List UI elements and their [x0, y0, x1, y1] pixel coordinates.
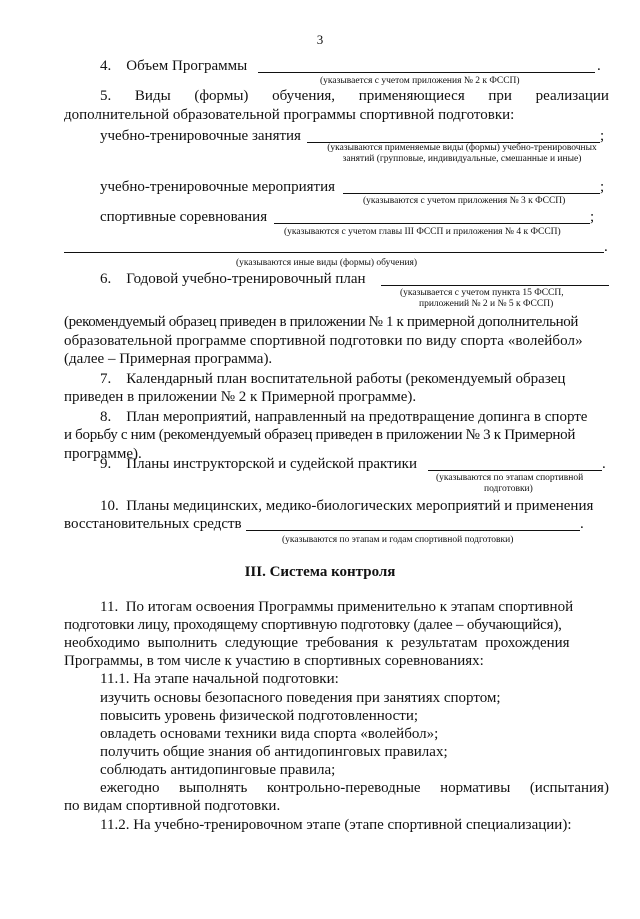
list-item: соблюдать антидопинговые правила; [100, 762, 336, 778]
item-10-line1: 10. Планы медицинских, медико-биологических мероприятий и применения [100, 498, 594, 514]
events-blank [343, 193, 600, 194]
list-item: получить общие знания об антидопинговых правилах; [100, 744, 448, 760]
para-11-2: 11.2. На учебно-тренировочном этапе (этапе спортивной специализации): [100, 817, 572, 833]
item-7-line1: 7. Календарный план воспитательной работы (рекомендуемый образец [100, 371, 566, 387]
training-label: учебно-тренировочные занятия [100, 128, 301, 144]
item-5-line2: дополнительной образовательной программы спортивной подготовки: [64, 107, 515, 123]
competitions-caption: (указываются с учетом главы III ФССП и приложения № 4 к ФССП) [284, 227, 561, 237]
other-forms-caption: (указываются иные виды (формы) обучения) [236, 258, 418, 268]
item-4-blank [258, 72, 595, 73]
list-item: изучить основы безопасного поведения при занятиях спортом; [100, 690, 501, 706]
item-8-line2: и борьбу с ним (рекомендуемый образец приведен в приложении № 3 к Примерной [64, 427, 576, 443]
item-4-label: 4. Объем Программы [100, 58, 248, 74]
para-11-line1: 11. По итогам освоения Программы применительно к этапам спортивной [100, 599, 574, 615]
competitions-blank [274, 223, 590, 224]
para-11-1: 11.1. На этапе начальной подготовки: [100, 671, 339, 687]
para-11-line3: необходимо выполнить следующие требования к результатам прохождения [64, 635, 570, 651]
list-item: повысить уровень физической подготовленности; [100, 708, 419, 724]
item-4-period: . [597, 58, 601, 74]
para-11-line4: Программы, в том числе к участию в спортивных соревнованиях: [64, 653, 484, 669]
section-heading: III. Система контроля [244, 564, 396, 580]
training-caption: (указываются применяемые виды (формы) учебно-тренировочных занятий (групповые, индивидуальные, смешанные и иные) [327, 143, 597, 164]
events-label: учебно-тренировочные мероприятия [100, 179, 336, 195]
item-6-caption-2: приложений № 2 и № 5 к ФССП) [419, 299, 554, 309]
item-6-caption-1: (указывается с учетом пункта 15 ФССП, [400, 288, 564, 298]
other-forms-blank [64, 252, 604, 253]
list-item-annual: ежегодно выполнять контрольно-переводные нормативы (испытания) [100, 780, 609, 796]
item-10-caption: (указываются по этапам и годам спортивной подготовки) [282, 535, 514, 545]
item-5-line1: 5. Виды (формы) обучения, применяющиеся при реализации [100, 88, 609, 104]
page-number: 3 [316, 32, 324, 47]
item-8-line3: программе). [64, 446, 142, 462]
item-4-caption: (указывается с учетом приложения № 2 к ФССП) [320, 76, 520, 86]
item-6-blank [381, 285, 609, 286]
item-6-label: 6. Годовой учебно-тренировочный план [100, 271, 366, 287]
item-6-cont-1: (рекомендуемый образец приведен в приложении № 1 к примерной дополнительной [64, 314, 579, 330]
item-10-line2: восстановительных средств [64, 516, 242, 532]
item-7-line2: приведен в приложении № 2 к Примерной программе). [64, 389, 417, 405]
item-9-caption-1: (указываются по этапам спортивной [436, 473, 584, 483]
competitions-label: спортивные соревнования [100, 209, 268, 225]
para-11-line2: подготовки лицу, проходящему спортивную подготовку (далее – обучающийся), [64, 617, 562, 633]
document-page: 3 4. Объем Программы . (указывается с учетом приложения № 2 к ФССП) 5. Виды (формы) обучения, применяющиеся при реализации дополнительной образовательной программы спортивной подготовки: учебно-тренировочные занятия ; (указываются применяемые виды (формы) учебно-тренировочных занятий (групповые, индивидуальные, смешанные и иные) учебно-тренировочные мероприятия ; (указываются с учетом приложения № 3 к ФССП) спортивные соревнования ; (указываются с учетом главы III ФССП и приложения № 4 к ФССП) . (указываются иные виды (формы) обучения) 6. Годовой учебно-тренировочный план (указывается с учетом пункта 15 ФССП, приложений № 2 и № 5 к ФССП) (рекомендуемый образец приведен в приложении № 1 к примерной дополнительной образовательной программе спортивной подготовки по виду спорта «волейбол» (далее – Примерная программа). 7. Календарный план воспитательной работы (рекомендуемый образец приведен в приложении № 2 к Примерной программе). 8. План мероприятий, направленный на предотвращение допинга в спорте и борьбу с ним (рекомендуемый образец приведен в приложении № 3 к Примерной программе). 9. Планы инструкторской и судейской практики . (указываются по этапам спортивной подготовки) 10. Планы медицинских, медико-биологических мероприятий и применения восстановительных средств . (указываются по этапам и годам спортивной подготовки) III. Система контроля 11. По итогам освоения Программы применительно к этапам спортивной подготовки лицу, проходящему спортивную подготовку (далее – обучающийся), необходимо выполнить следующие требования к результатам прохождения Программы, в том числе к участию в спортивных соревнованиях: 11.1. На этапе начальной подготовки: изучить основы безопасного поведения при занятиях спортом; повысить уровень физической подготовленности; овладеть основами техники вида спорта «волейбол»; получить общие знания об антидопинговых правилах; соблюдать антидопинговые правила; ежегодно выполнять контрольно-переводные нормативы (испытания) по видам спортивной подготовки. 11.2. На учебно-тренировочном этапе (этапе спортивной специализации): [0, 0, 640, 919]
item-6-cont-2: образовательной программе спортивной подготовки по виду спорта «волейбол» [64, 333, 583, 349]
item-6-cont-3: (далее – Примерная программа). [64, 351, 273, 367]
list-item-annual-cont: по видам спортивной подготовки. [64, 798, 281, 814]
item-10-blank [246, 530, 580, 531]
item-9-caption-2: подготовки) [484, 484, 533, 494]
item-9-blank [428, 470, 602, 471]
item-8-line1: 8. План мероприятий, направленный на предотвращение допинга в спорте [100, 409, 588, 425]
list-item: овладеть основами техники вида спорта «волейбол»; [100, 726, 439, 742]
events-caption: (указываются с учетом приложения № 3 к ФССП) [363, 196, 566, 206]
item-9-label: 9. Планы инструкторской и судейской практики [100, 456, 417, 472]
